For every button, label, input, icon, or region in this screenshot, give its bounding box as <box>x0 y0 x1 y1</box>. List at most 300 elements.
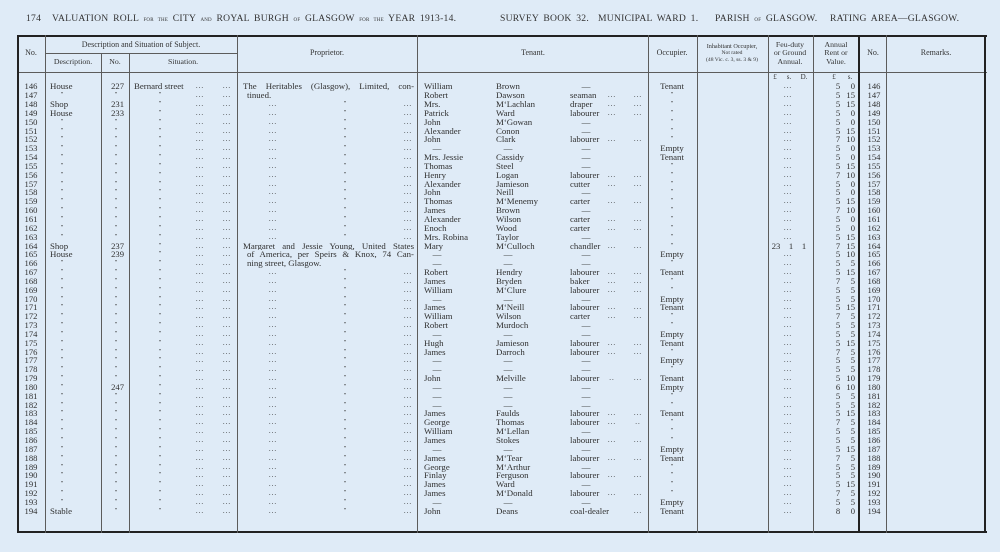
rent-pounds: 5 <box>835 249 841 260</box>
situation-leader-dots: ... <box>195 338 205 347</box>
proprietor-leader-dots: ... <box>268 232 278 241</box>
occupation-leader-dots: ... <box>607 91 617 100</box>
situation-leader-dots: ... <box>195 268 205 277</box>
rent-shillings: 10 <box>846 249 855 260</box>
situation-leader-dots: ... <box>195 391 205 400</box>
proprietor-leader-dots: ... <box>403 126 413 135</box>
entry-number-right: 171 <box>867 302 881 313</box>
description: Shop <box>50 240 69 251</box>
occupation-blank: — <box>581 231 591 242</box>
rent-shillings: 15 <box>846 90 855 101</box>
rent-shillings: 15 <box>846 479 855 490</box>
entry-number-right: 178 <box>867 364 881 375</box>
situation-ditto: " <box>158 480 162 488</box>
header-annual-rent-line3: Value. <box>826 57 846 66</box>
tenant-surname: Ferguson <box>496 470 529 481</box>
header-no-right: No. <box>867 48 879 57</box>
occupation: cutter <box>570 178 591 189</box>
rent-pounds: 5 <box>835 99 841 110</box>
situation: Bernard street <box>134 81 184 92</box>
description-ditto: " <box>60 188 64 196</box>
situation-leader-dots: ... <box>195 188 205 197</box>
occupier-ditto: " <box>670 489 674 497</box>
proprietor-leader-dots: ... <box>403 232 413 241</box>
entry-number: 150 <box>24 116 38 127</box>
rent-shillings: 15 <box>846 160 855 171</box>
occupation-blank: — <box>581 125 591 136</box>
tenant-first-name: John <box>424 116 441 127</box>
proprietor-leader-dots: ... <box>268 365 278 374</box>
feu-duty-blank: ... <box>783 489 793 498</box>
proprietor-leader-dots: ... <box>403 409 413 418</box>
occupation-blank: — <box>581 399 591 410</box>
rent-pounds: 5 <box>835 461 841 472</box>
tenant-surname: Logan <box>496 169 519 180</box>
header-situation: Situation. <box>167 57 199 66</box>
tenant-first-name: George <box>424 461 450 472</box>
description-ditto: " <box>60 135 64 143</box>
situation-leader-dots: ... <box>195 179 205 188</box>
feu-duty-blank: ... <box>783 276 793 285</box>
rent-shillings: 15 <box>846 337 855 348</box>
tenant-first-name: Enoch <box>424 222 447 233</box>
feu-duty-blank: ... <box>783 427 793 436</box>
occupation-leader-dots: ... <box>607 108 617 117</box>
situation-leader-dots: ... <box>222 108 232 117</box>
rent-shillings: 5 <box>850 488 855 499</box>
tenant-surname-blank: — <box>503 443 513 454</box>
situation-leader-dots: ... <box>195 276 205 285</box>
description-ditto: " <box>60 303 64 311</box>
tenant-surname: Jamieson <box>496 178 529 189</box>
entry-number-right: 185 <box>867 426 881 437</box>
proprietor-leader-dots: ... <box>268 285 278 294</box>
feu-duty-blank: ... <box>783 215 793 223</box>
feu-duty-blank: ... <box>783 206 793 215</box>
tenant-first-name: Robert <box>424 90 448 101</box>
entry-number-right: 192 <box>867 488 881 499</box>
rent-pounds: 5 <box>835 160 841 171</box>
occupation: carter <box>570 196 591 207</box>
house-number-ditto: " <box>114 365 118 373</box>
proprietor-leader-dots: ... <box>403 294 413 303</box>
entry-number-right: 166 <box>867 258 881 269</box>
house-number-ditto: " <box>114 400 118 408</box>
situation-ditto: " <box>158 338 162 346</box>
description-ditto: " <box>60 215 64 222</box>
situation-leader-dots: ... <box>222 400 232 409</box>
entry-number-right: 159 <box>867 196 881 207</box>
entry-number-right: 170 <box>867 293 881 304</box>
occupation-blank: — <box>581 355 591 366</box>
proprietor: Margaret and Jessie Young, United States <box>243 241 414 251</box>
house-number-ditto: " <box>114 497 118 505</box>
occupation: labourer <box>570 134 600 145</box>
feu-duty-blank: ... <box>783 179 793 188</box>
occupation-leader-dots: ... <box>607 409 617 418</box>
situation-ditto: " <box>158 285 162 293</box>
description-ditto: " <box>60 365 64 373</box>
title-words: ROYAL BURGH <box>216 13 289 24</box>
table-row <box>0 507 1000 516</box>
tenant-first-name-blank: — <box>432 390 442 401</box>
proprietor-ditto: " <box>343 382 347 390</box>
situation-leader-dots: ... <box>222 232 232 241</box>
occupation-leader-dots: ... <box>633 338 643 347</box>
entry-number-right: 160 <box>867 205 881 216</box>
situation-leader-dots: ... <box>222 444 232 453</box>
feu-duty-blank: ... <box>783 153 793 162</box>
situation-ditto: " <box>158 144 162 152</box>
occupier-status: Tenant <box>660 152 684 163</box>
tenant-first-name-blank: — <box>432 293 442 304</box>
description: House <box>50 107 73 118</box>
occupier-ditto: " <box>670 471 674 479</box>
description-ditto: " <box>60 285 64 293</box>
situation-leader-dots: ... <box>195 135 205 144</box>
header-no: No. <box>25 48 37 57</box>
description-ditto: " <box>60 91 64 99</box>
description-ditto: " <box>60 418 64 426</box>
situation-leader-dots: ... <box>195 250 205 259</box>
occupation-leader-dots: ... <box>633 170 643 179</box>
occupation-leader-dots: ... <box>633 471 643 480</box>
occupation-blank: — <box>581 328 591 339</box>
rent-pounds: 7 <box>835 169 841 180</box>
header-proprietor: Proprietor. <box>310 48 344 57</box>
feu-duty-blank: ... <box>783 223 793 232</box>
situation-leader-dots: ... <box>222 338 232 347</box>
situation-leader-dots: ... <box>195 153 205 162</box>
proprietor-ditto: " <box>343 365 347 373</box>
tenant-first-name-blank: — <box>432 496 442 507</box>
tenant-first-name: Alexander <box>424 214 461 224</box>
rent-pounds: 5 <box>835 116 841 127</box>
tenant-first-name: Mrs. Robina <box>424 231 468 242</box>
occupation-leader-dots: ... <box>607 100 617 109</box>
rent-shillings: 15 <box>846 443 855 454</box>
rent-pounds: 5 <box>835 178 841 189</box>
title-connector: for the <box>359 15 384 23</box>
description: House <box>50 81 73 92</box>
occupier-ditto: " <box>670 365 674 373</box>
title-connector: for the <box>143 15 169 23</box>
description-ditto: " <box>60 436 64 443</box>
house-number-ditto: " <box>114 312 118 320</box>
situation-ditto: " <box>158 303 162 311</box>
entry-number-right: 151 <box>867 125 881 136</box>
feu-duty-blank: ... <box>783 347 793 356</box>
house-number-ditto: " <box>114 206 118 214</box>
title-words: PARISH <box>715 13 750 24</box>
house-number-ditto: " <box>114 409 118 417</box>
house-number-ditto: " <box>114 480 118 488</box>
proprietor-leader-dots: ... <box>268 303 278 312</box>
tenant-surname: Thomas <box>496 417 525 428</box>
table-row <box>0 489 1000 498</box>
table-row <box>0 135 1000 144</box>
proprietor-ditto: " <box>343 206 347 214</box>
header-inhabitant-line3: (48 Vic. c. 3, ss. 3 & 9) <box>706 57 758 63</box>
tenant-surname: Jamieson <box>496 337 529 348</box>
proprietor-ditto: " <box>343 126 347 134</box>
proprietor-leader-dots: ... <box>268 400 278 409</box>
proprietor-ditto: " <box>343 135 347 143</box>
house-number-ditto: " <box>114 197 118 205</box>
situation-ditto: " <box>158 126 162 134</box>
occupier-status: Empty <box>660 143 684 154</box>
entry-number: 173 <box>24 320 38 331</box>
rent-pounds: 7 <box>835 311 841 322</box>
occupation-leader-dots: ... <box>633 506 643 515</box>
situation-leader-dots: ... <box>195 223 205 232</box>
rent-shillings: 5 <box>850 275 855 286</box>
proprietor-leader-dots: ... <box>268 215 278 223</box>
tenant-surname-blank: — <box>503 143 513 154</box>
description-ditto: " <box>60 489 64 497</box>
occupation-leader-dots: ... <box>633 312 643 321</box>
feu-duty-blank: ... <box>783 480 793 489</box>
house-number-ditto: " <box>114 453 118 461</box>
situation-leader-dots: ... <box>222 276 232 285</box>
occupier-ditto: " <box>670 347 674 355</box>
proprietor-ditto: " <box>343 197 347 205</box>
rent-shillings: 5 <box>850 346 855 357</box>
rent-pounds: 5 <box>835 479 841 490</box>
feu-duty-blank: ... <box>783 409 793 418</box>
situation-leader-dots: ... <box>222 480 232 489</box>
title-words: CITY <box>172 13 196 24</box>
tenant-surname: M‘Lachlan <box>496 99 536 110</box>
rent-pounds: 5 <box>835 222 841 233</box>
occupier-ditto: " <box>670 276 674 284</box>
proprietor-ditto: " <box>343 268 347 276</box>
occupation-blank: — <box>581 390 591 401</box>
occupier-ditto: " <box>670 321 674 329</box>
entry-number-right: 174 <box>867 328 881 339</box>
occupation: labourer <box>570 435 600 445</box>
situation-ditto: " <box>158 321 162 329</box>
proprietor-leader-dots: ... <box>403 462 413 471</box>
description-ditto: " <box>60 161 64 169</box>
proprietor-leader-dots: ... <box>403 108 413 117</box>
proprietor-leader-dots: ... <box>403 471 413 480</box>
entry-number: 146 <box>24 81 38 92</box>
description-ditto: " <box>60 382 64 390</box>
rent-shillings: 5 <box>850 293 855 304</box>
rent-shillings: 5 <box>850 328 855 339</box>
proprietor-leader-dots: ... <box>403 356 413 365</box>
occupier-status: Empty <box>660 381 684 392</box>
rent-pounds: 5 <box>835 496 841 507</box>
occupation: labourer <box>570 267 600 278</box>
tenant-first-name: William <box>424 426 453 437</box>
rent-pounds: 5 <box>835 364 841 375</box>
occupier-status: Empty <box>660 355 684 366</box>
occupier-ditto: " <box>670 108 674 116</box>
situation-leader-dots: ... <box>222 409 232 418</box>
occupation-blank: — <box>581 320 591 331</box>
occupier-ditto: " <box>670 91 674 99</box>
situation-leader-dots: ... <box>195 321 205 330</box>
tenant-surname-blank: — <box>503 293 513 304</box>
occupier-ditto: " <box>670 117 674 125</box>
description-ditto: " <box>60 391 64 399</box>
proprietor-leader-dots: ... <box>403 161 413 170</box>
proprietor-leader-dots: ... <box>268 453 278 462</box>
situation-ditto: " <box>158 506 162 514</box>
description-ditto: " <box>60 400 64 408</box>
entry-number-right: 172 <box>867 311 881 322</box>
feu-duty-blank: ... <box>783 338 793 347</box>
tenant-first-name: James <box>424 302 446 313</box>
title-words: YEAR 1913-14. <box>388 13 457 24</box>
occupation: carter <box>570 222 591 233</box>
proprietor-leader-dots: ... <box>403 312 413 321</box>
occupation-blank: — <box>581 496 591 507</box>
rent-pounds: 5 <box>835 293 841 304</box>
description-ditto: " <box>60 480 64 488</box>
rent-pounds: 5 <box>835 443 841 454</box>
title-words: VALUATION ROLL <box>52 13 139 24</box>
rent-shillings: 15 <box>846 231 855 242</box>
proprietor: tinued. <box>247 90 272 101</box>
proprietor-leader-dots: ... <box>268 294 278 303</box>
tenant-first-name: William <box>424 311 453 322</box>
situation-ditto: " <box>158 453 162 461</box>
house-number-ditto: " <box>114 126 118 134</box>
description-ditto: " <box>60 374 64 382</box>
occupation: labourer <box>570 302 600 313</box>
rent-shillings: 15 <box>846 302 855 313</box>
situation-ditto: " <box>158 117 162 125</box>
occupation: carter <box>570 214 591 224</box>
rent-shillings: 5 <box>850 320 855 331</box>
occupation: labourer <box>570 346 600 357</box>
description-ditto: " <box>60 223 64 231</box>
rent-shillings: 10 <box>846 381 855 392</box>
rent-shillings: 0 <box>850 143 855 154</box>
proprietor-ditto: " <box>343 100 347 108</box>
entry-number-right: 167 <box>867 267 881 278</box>
rent-pounds: 5 <box>835 320 841 331</box>
feu-duty-blank: ... <box>783 268 793 277</box>
occupation-leader-dots: ... <box>607 170 617 179</box>
feu-duty-blank: ... <box>783 91 793 100</box>
situation-leader-dots: ... <box>222 471 232 480</box>
situation-leader-dots: ... <box>222 144 232 153</box>
proprietor-leader-dots: ... <box>268 161 278 170</box>
tenant-surname-blank: — <box>503 328 513 339</box>
entry-number-right: 191 <box>867 479 881 490</box>
entry-number: 174 <box>24 328 38 339</box>
house-number: 227 <box>111 81 124 92</box>
entry-number: 165 <box>24 249 38 260</box>
entry-number: 189 <box>24 461 38 472</box>
proprietor-leader-dots: ... <box>268 108 278 117</box>
tenant-surname: Wilson <box>496 214 522 224</box>
situation-leader-dots: ... <box>222 329 232 338</box>
situation-leader-dots: ... <box>195 206 205 215</box>
occupier-ditto: " <box>670 241 674 249</box>
occupation-blank: — <box>581 116 591 127</box>
occupier-status: Tenant <box>660 505 684 516</box>
situation-ditto: " <box>158 135 162 143</box>
rent-pounds: 5 <box>835 231 841 242</box>
feu-duty-blank: ... <box>783 321 793 330</box>
entry-number: 149 <box>24 107 38 118</box>
occupation: labourer <box>570 417 600 428</box>
occupier-status: Empty <box>660 249 684 260</box>
situation-leader-dots: ... <box>222 82 232 91</box>
house-number-ditto: " <box>114 462 118 470</box>
feu-duty-blank: ... <box>783 259 793 268</box>
tenant-surname: Ward <box>496 479 515 490</box>
proprietor-leader-dots: ... <box>403 329 413 338</box>
unit-feu-pence: D. <box>800 73 808 81</box>
situation-leader-dots: ... <box>195 347 205 356</box>
situation-leader-dots: ... <box>195 241 205 250</box>
situation-ditto: " <box>158 471 162 479</box>
situation-leader-dots: ... <box>195 91 205 100</box>
rent-shillings: 10 <box>846 169 855 180</box>
proprietor-leader-dots: ... <box>268 117 278 126</box>
tenant-surname: M‘Gowan <box>496 116 533 127</box>
situation-ditto: " <box>158 153 162 161</box>
situation-leader-dots: ... <box>195 427 205 436</box>
occupation-leader-dots: ... <box>607 179 617 188</box>
situation-leader-dots: ... <box>195 444 205 453</box>
rating-area: RATING AREA—GLASGOW. <box>830 13 960 24</box>
proprietor-leader-dots: ... <box>403 436 413 444</box>
rent-shillings: 0 <box>850 214 855 224</box>
situation-leader-dots: ... <box>222 391 232 400</box>
rent-pounds: 5 <box>835 81 841 92</box>
proprietor-ditto: " <box>343 188 347 196</box>
entry-number: 162 <box>24 222 38 233</box>
tenant-first-name: James <box>424 488 446 499</box>
proprietor-leader-dots: ... <box>268 144 278 153</box>
entry-number: 182 <box>24 399 38 410</box>
house-number-ditto: " <box>114 391 118 399</box>
proprietor-leader-dots: ... <box>403 391 413 400</box>
header-occupier: Occupier. <box>656 48 688 57</box>
proprietor-leader-dots: ... <box>268 135 278 144</box>
description-ditto: " <box>60 144 64 152</box>
tenant-first-name: James <box>424 479 446 490</box>
entry-number: 175 <box>24 337 38 348</box>
entry-number-right: 182 <box>867 399 881 410</box>
occupation-leader-dots: ... <box>633 285 643 294</box>
entry-number-right: 149 <box>867 107 881 118</box>
house-number-ditto: " <box>114 276 118 284</box>
occupation: labourer <box>570 452 600 463</box>
situation-leader-dots: ... <box>222 462 232 471</box>
proprietor: ning street, Glasgow. <box>247 258 322 269</box>
proprietor-ditto: " <box>343 303 347 311</box>
rent-shillings: 15 <box>846 125 855 136</box>
unit-rent-shillings: s. <box>847 73 853 81</box>
table-row <box>0 321 1000 330</box>
tenant-first-name: James <box>424 452 446 463</box>
situation-leader-dots: ... <box>222 268 232 277</box>
situation-ditto: " <box>158 382 162 390</box>
situation-leader-dots: ... <box>195 126 205 135</box>
entry-number-right: 163 <box>867 231 881 242</box>
rent-shillings: 0 <box>850 152 855 163</box>
occupation: coal-dealer <box>570 505 610 516</box>
occupier-ditto: " <box>670 427 674 435</box>
